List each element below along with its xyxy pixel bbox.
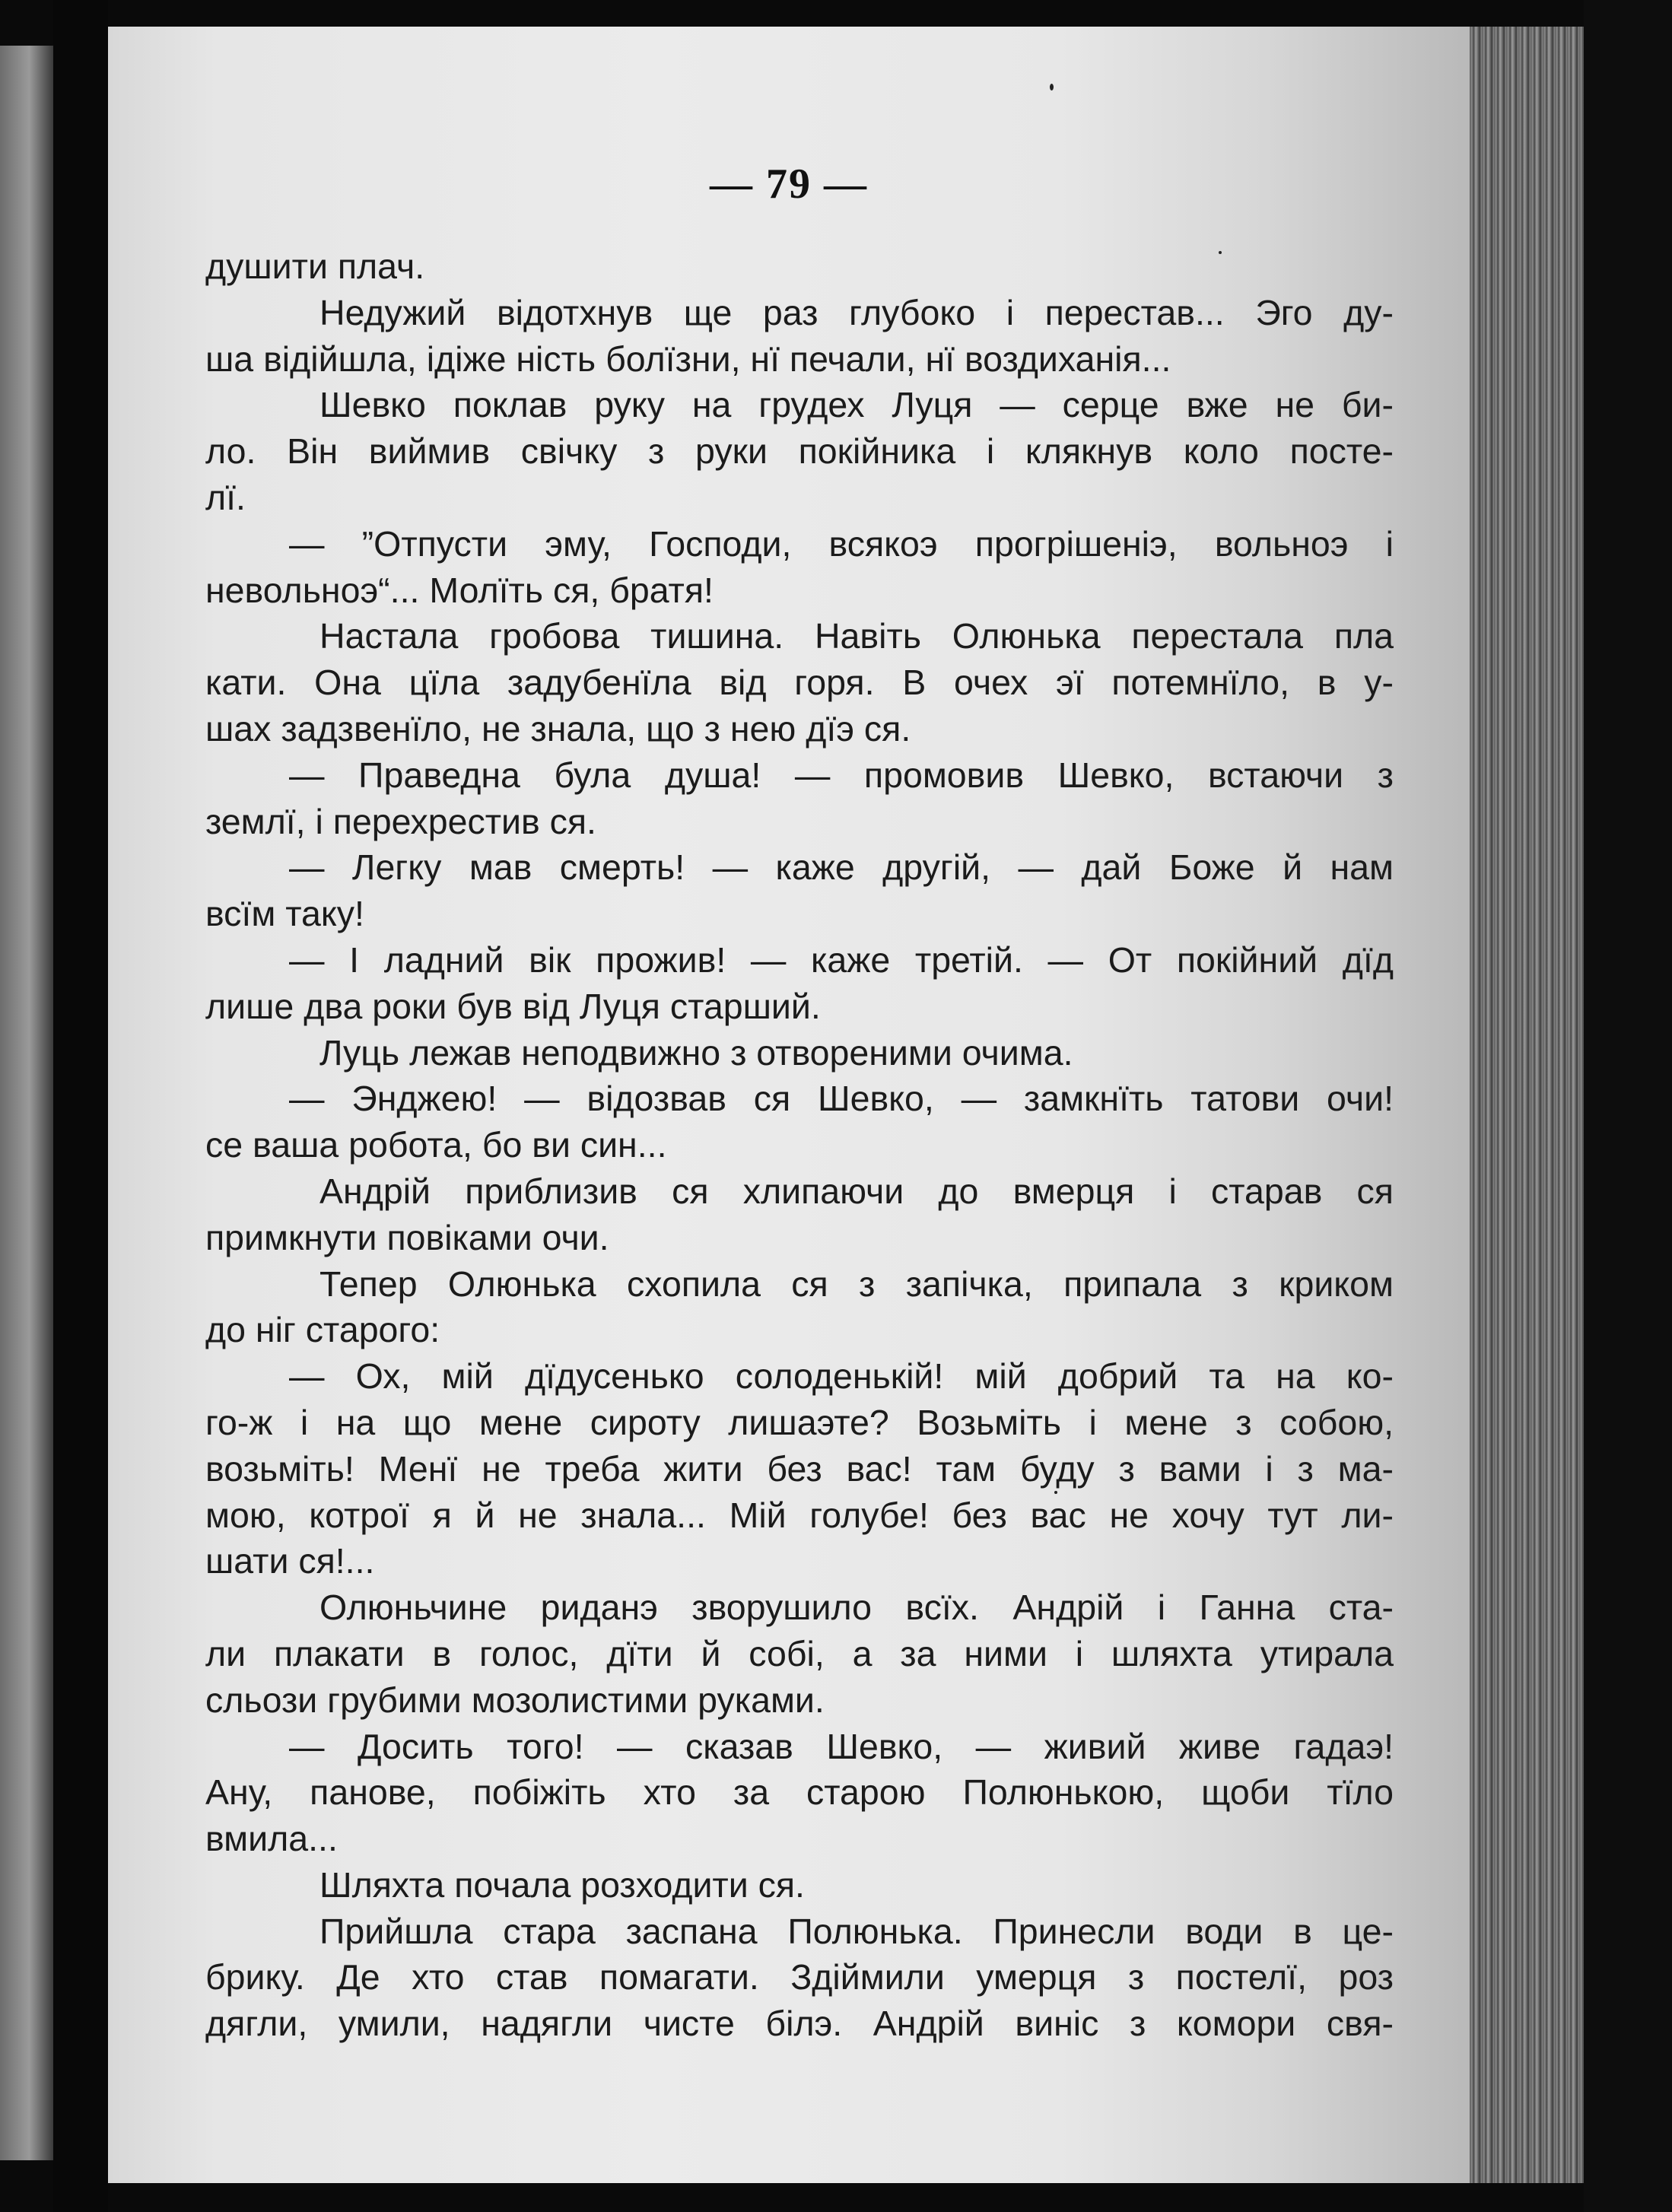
text-line: Тепер Олюнька схопила ся з запічка, припала з криком xyxy=(319,1263,1394,1304)
text-line: Настала гробова тишина. Навіть Олюнька перестала пла xyxy=(319,616,1394,656)
text-line: лї. xyxy=(205,477,246,517)
text-line: землї, і перехрестив ся. xyxy=(205,801,596,841)
text-line: сльози грубими мозолистими руками. xyxy=(205,1680,825,1720)
text-line: брику. Де хто став помагати. Здіймили умерця з постелї, роз xyxy=(205,1957,1394,1997)
text-line: Шляхта почала розходити ся. xyxy=(319,1864,805,1905)
text-line: ша відійшла, ідіже ність болїзни, нї печали, нї воздиханія... xyxy=(205,338,1171,379)
text-body xyxy=(205,243,1394,2047)
page-stack-edges xyxy=(1470,27,1584,2183)
text-line: вмила... xyxy=(205,1819,338,1859)
ink-speck xyxy=(1050,84,1054,91)
text-line: шах задзвенїло, не знала, що з нею дїэ ся. xyxy=(205,708,911,748)
text-line: возьміть! Менї не треба жити без вас! там буду з вами і з ма- xyxy=(205,1448,1394,1489)
text-line: Прийшла стара заспана Полюнька. Принесли води в це- xyxy=(319,1911,1394,1951)
book-gutter xyxy=(53,0,108,2212)
text-line: лише два роки був від Луця старший. xyxy=(205,986,821,1026)
text-line: го-ж і на що мене сироту лишаэте? Возьміть і мене з собою, xyxy=(205,1402,1394,1442)
page-number: — 79 — xyxy=(710,160,868,208)
text-line: до ніг старого: xyxy=(205,1310,440,1350)
text-line: — Легку мав смерть! — каже другій, — дай Боже й нам xyxy=(289,847,1394,888)
text-line: — ”Отпусти эму, Господи, всякоэ прогрішеніэ, вольноэ і xyxy=(289,523,1394,564)
text-line: кати. Она цїла задубенїла від горя. В очех эї потемнїло, в у- xyxy=(205,663,1394,703)
left-page-edge xyxy=(0,46,53,2160)
text-line: — І ладний вік прожив! — каже третій. — От покійний дїд xyxy=(289,939,1394,980)
text-line: Луць лежав неподвижно з отвореними очима. xyxy=(319,1032,1073,1073)
text-line: се ваша робота, бо ви син... xyxy=(205,1125,667,1165)
text-line: — Энджею! — відозвав ся Шевко, — замкнїть татови очи! xyxy=(289,1079,1394,1119)
text-line: ли плакати в голос, дїти й собі, а за ними і шляхта утирала xyxy=(205,1633,1394,1673)
text-line: — Праведна була душа! — промовив Шевко, встаючи з xyxy=(289,755,1394,795)
text-line: Андрій приблизив ся хлипаючи до вмерця і старав ся xyxy=(319,1171,1394,1211)
text-line: мою, котрої я й не знала... Мій голубе! без вас не хочу тут ли- xyxy=(205,1495,1394,1535)
text-line: — Ох, мій дїдусенько солоденькій! мій добрий та на ко- xyxy=(289,1356,1394,1397)
text-line: Недужий відотхнув ще раз глубоко і перестав... Эго ду- xyxy=(319,292,1394,332)
text-line: невольноэ“... Молїть ся, братя! xyxy=(205,570,714,610)
scan-background xyxy=(1584,0,1672,2212)
text-line: Олюньчине риданэ зворушило всїх. Андрій і Ганна ста- xyxy=(319,1587,1394,1628)
text-line: душити плач. xyxy=(205,246,425,286)
text-line: ло. Він виймив свічку з руки покійника і клякнув коло посте- xyxy=(205,431,1394,472)
text-line: всїм таку! xyxy=(205,894,364,934)
text-line: шати ся!... xyxy=(205,1541,375,1581)
text-line: дягли, умили, надягли чисте білэ. Андрій виніс з комори свя- xyxy=(205,2004,1394,2044)
text-line: — Досить того! — сказав Шевко, — живий живе гадаэ! xyxy=(289,1726,1394,1766)
text-line: Ану, панове, побіжіть хто за старою Полюнькою, щоби тїло xyxy=(205,1772,1394,1813)
text-line: примкнути повіками очи. xyxy=(205,1217,609,1257)
text-line: Шевко поклав руку на грудех Луця — серце вже не би- xyxy=(319,385,1394,425)
book-page xyxy=(108,27,1470,2183)
